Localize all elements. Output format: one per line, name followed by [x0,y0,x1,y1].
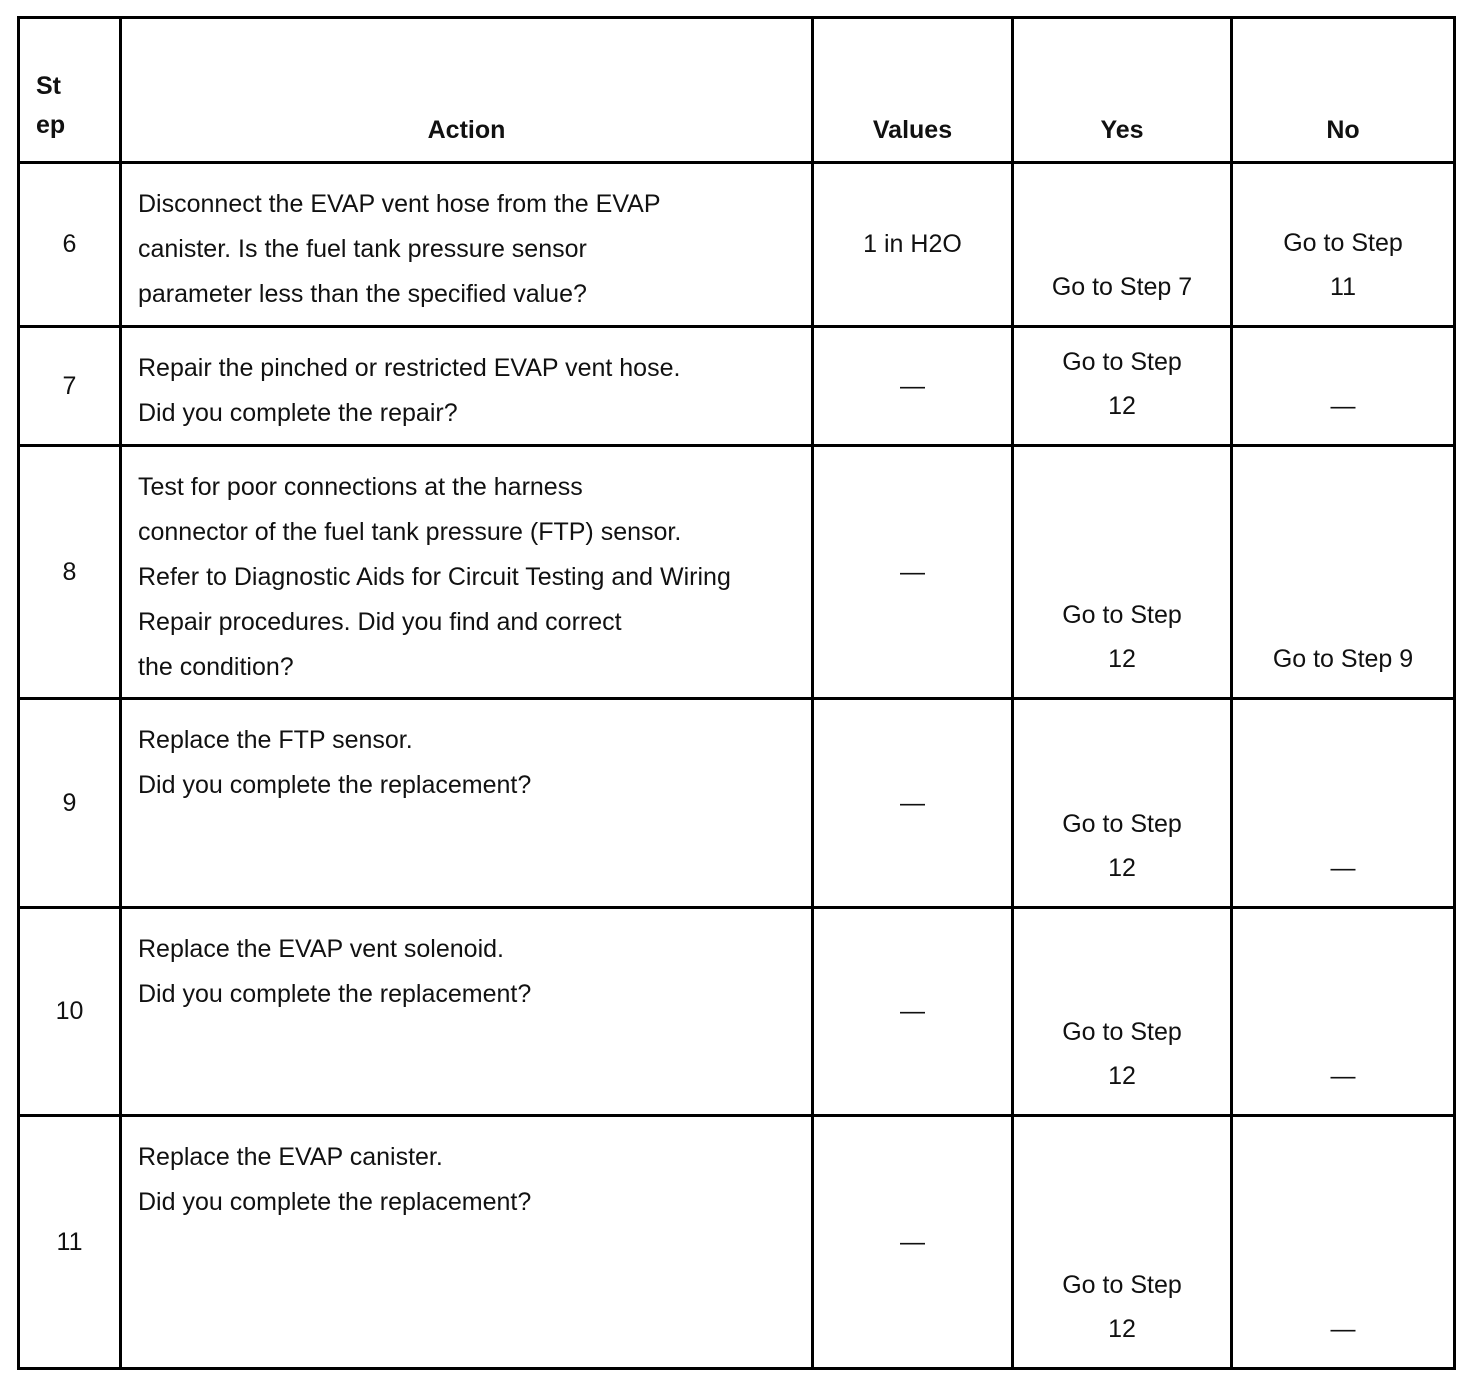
action-line: Replace the EVAP vent solenoid. [138,935,504,963]
yes-line: 12 [1108,392,1136,420]
action-line: Did you complete the replacement? [138,771,532,799]
yes-cell [1013,699,1232,908]
no-cell [1232,699,1455,908]
step-number: 8 [19,446,121,699]
value-cell: — [813,699,1013,908]
step-number: 7 [19,327,121,446]
no-cell [1232,1116,1455,1369]
action-cell [121,908,813,1116]
step-number: 11 [19,1116,121,1369]
action-cell [121,163,813,327]
step-number: 6 [19,163,121,327]
no-cell [1232,908,1455,1116]
no-line: — [1330,392,1356,420]
yes-line: Go to Step [1062,810,1182,838]
no-cell [1232,446,1455,699]
yes-line: Go to Step [1062,1271,1182,1299]
table-row [19,163,1455,327]
no-line: 11 [1330,273,1356,301]
action-line: Did you complete the repair? [138,399,458,427]
action-line: Did you complete the replacement? [138,1188,532,1216]
yes-line: Go to Step [1062,1018,1182,1046]
action-line: Test for poor connections at the harness [138,473,583,501]
yes-line: Go to Step [1062,348,1182,376]
header-row [19,18,1455,163]
yes-cell [1013,446,1232,699]
header-no: No [1232,18,1455,163]
action-line: Refer to Diagnostic Aids for Circuit Testing and Wiring [138,563,731,591]
header-step [19,18,121,163]
action-line: connector of the fuel tank pressure (FTP) sensor. [138,518,682,546]
value-cell: — [813,908,1013,1116]
no-line: — [1330,1062,1356,1090]
action-cell [121,1116,813,1369]
header-action: Action [121,18,813,163]
yes-line: 12 [1108,1315,1136,1343]
yes-line: 12 [1108,1062,1136,1090]
action-cell [121,327,813,446]
value-cell: — [813,446,1013,699]
no-cell [1232,163,1455,327]
value-cell: — [813,1116,1013,1369]
header-step-line-2: ep [36,111,66,139]
header-step-line-1: St [36,72,61,100]
table-row [19,908,1455,1116]
table-row [19,699,1455,908]
no-cell [1232,327,1455,446]
action-line: parameter less than the specified value? [138,280,587,308]
yes-line: 12 [1108,645,1136,673]
action-line: Did you complete the replacement? [138,980,532,1008]
header-values: Values [813,18,1013,163]
yes-line: 12 [1108,854,1136,882]
yes-line: Go to Step [1062,601,1182,629]
yes-line: Go to Step 7 [1051,273,1193,301]
header-yes: Yes [1013,18,1232,163]
action-line: Disconnect the EVAP vent hose from the EVAP [138,190,661,218]
value-cell: — [813,327,1013,446]
table-row [19,327,1455,446]
no-line: Go to Step [1283,229,1403,257]
action-line: Repair procedures. Did you find and correct [138,608,622,636]
action-cell [121,699,813,908]
table-row [19,1116,1455,1369]
no-line: — [1330,854,1356,882]
yes-cell [1013,327,1232,446]
step-number: 10 [19,908,121,1116]
action-line: Repair the pinched or restricted EVAP vent hose. [138,354,681,382]
step-number: 9 [19,699,121,908]
table-row [19,446,1455,699]
action-line: canister. Is the fuel tank pressure sensor [138,235,587,263]
diagnostic-table [17,16,1456,1370]
yes-cell [1013,908,1232,1116]
action-line: Replace the FTP sensor. [138,726,413,754]
action-line: the condition? [138,653,294,681]
yes-cell [1013,163,1232,327]
action-line: Replace the EVAP canister. [138,1143,443,1171]
action-cell [121,446,813,699]
yes-cell [1013,1116,1232,1369]
no-line: Go to Step 9 [1272,645,1414,673]
no-line: — [1330,1315,1356,1343]
value-cell: 1 in H2O [813,163,1013,327]
